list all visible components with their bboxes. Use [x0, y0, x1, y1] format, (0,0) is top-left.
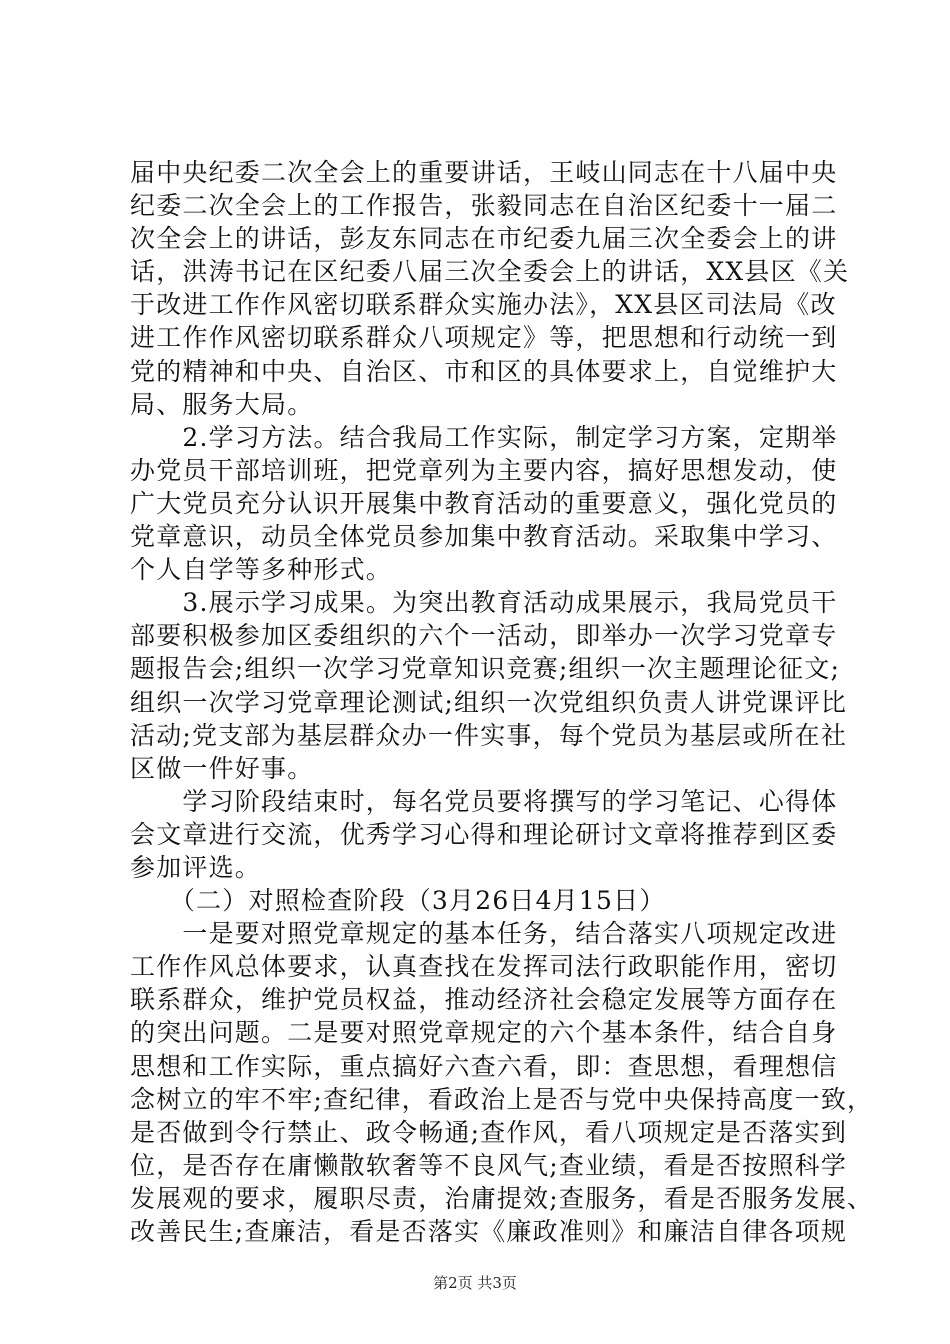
text-line: 党的精神和中央、自治区、市和区的具体要求上，自觉维护大: [130, 356, 838, 386]
text-line: 活动;党支部为基层群众办一件实事，每个党员为基层或所在社: [130, 720, 848, 750]
text-line: 一是要对照党章规定的基本任务，结合落实八项规定改进: [130, 919, 838, 949]
section-heading: （二）对照检查阶段（3月26日4月15日）: [130, 886, 666, 916]
text-line: 发展观的要求，履职尽责，治庸提效;查服务，看是否服务发展、: [130, 1183, 874, 1213]
text-line: 个人自学等多种形式。: [130, 555, 393, 585]
text-line: 参加评选。: [130, 852, 262, 882]
text-line: 次全会上的讲话，彭友东同志在市纪委九届三次全委会上的讲: [130, 224, 838, 254]
text-line: 进工作作风密切联系群众八项规定》等，把思想和行动统一到: [130, 323, 838, 353]
text-line: 念树立的牢不牢;查纪律，看政治上是否与党中央保持高度一致，: [130, 1084, 874, 1114]
text-line: 是否做到令行禁止、政令畅通;查作风，看八项规定是否落实到: [130, 1117, 848, 1147]
text-line: 2.学习方法。结合我局工作实际，制定学习方案，定期举: [130, 422, 838, 452]
text-line: 广大党员充分认识开展集中教育活动的重要意义，强化党员的: [130, 488, 838, 518]
text-line: 工作作风总体要求，认真查找在发挥司法行政职能作用，密切: [130, 952, 838, 982]
text-line: 届中央纪委二次全会上的重要讲话，王岐山同志在十八届中央: [130, 158, 838, 187]
text-line: 办党员干部培训班，把党章列为主要内容，搞好思想发动，使: [130, 455, 838, 485]
text-line: 组织一次学习党章理论测试;组织一次党组织负责人讲党课评比: [130, 687, 848, 717]
page-number-footer: 第2页 共3页: [433, 1274, 517, 1292]
text-line: 会文章进行交流，优秀学习心得和理论研讨文章将推荐到区委: [130, 819, 838, 849]
text-line: 纪委二次全会上的工作报告，张毅同志在自治区纪委十一届二: [130, 191, 838, 221]
text-line: 联系群众，维护党员权益，推动经济社会稳定发展等方面存在: [130, 985, 838, 1015]
text-line: 学习阶段结束时，每名党员要将撰写的学习笔记、心得体: [130, 786, 838, 816]
text-line: 党章意识，动员全体党员参加集中教育活动。采取集中学习、: [130, 522, 838, 552]
text-line: 改善民生;查廉洁，看是否落实《廉政准则》和廉洁自律各项规: [130, 1217, 848, 1246]
text-line: 题报告会;组织一次学习党章知识竞赛;组织一次主题理论征文;: [130, 654, 841, 684]
text-line: 局、服务大局。: [130, 389, 314, 419]
text-line: 区做一件好事。: [130, 753, 314, 783]
document-body: [130, 156, 874, 1248]
text-line: 部要积极参加区委组织的六个一活动，即举办一次学习党章专: [130, 621, 838, 651]
text-line: 话，洪涛书记在区纪委八届三次全委会上的讲话，XX县区《关: [130, 257, 850, 287]
text-line: 于改进工作作风密切联系群众实施办法》，XX县区司法局《改: [130, 290, 837, 320]
text-line: 思想和工作实际，重点搞好六查六看，即：查思想，看理想信: [130, 1051, 838, 1081]
text-line: 位，是否存在庸懒散软奢等不良风气;查业绩，看是否按照科学: [130, 1150, 848, 1180]
text-line: 3.展示学习成果。为突出教育活动成果展示，我局党员干: [130, 588, 838, 618]
text-line: 的突出问题。二是要对照党章规定的六个基本条件，结合自身: [130, 1018, 838, 1048]
